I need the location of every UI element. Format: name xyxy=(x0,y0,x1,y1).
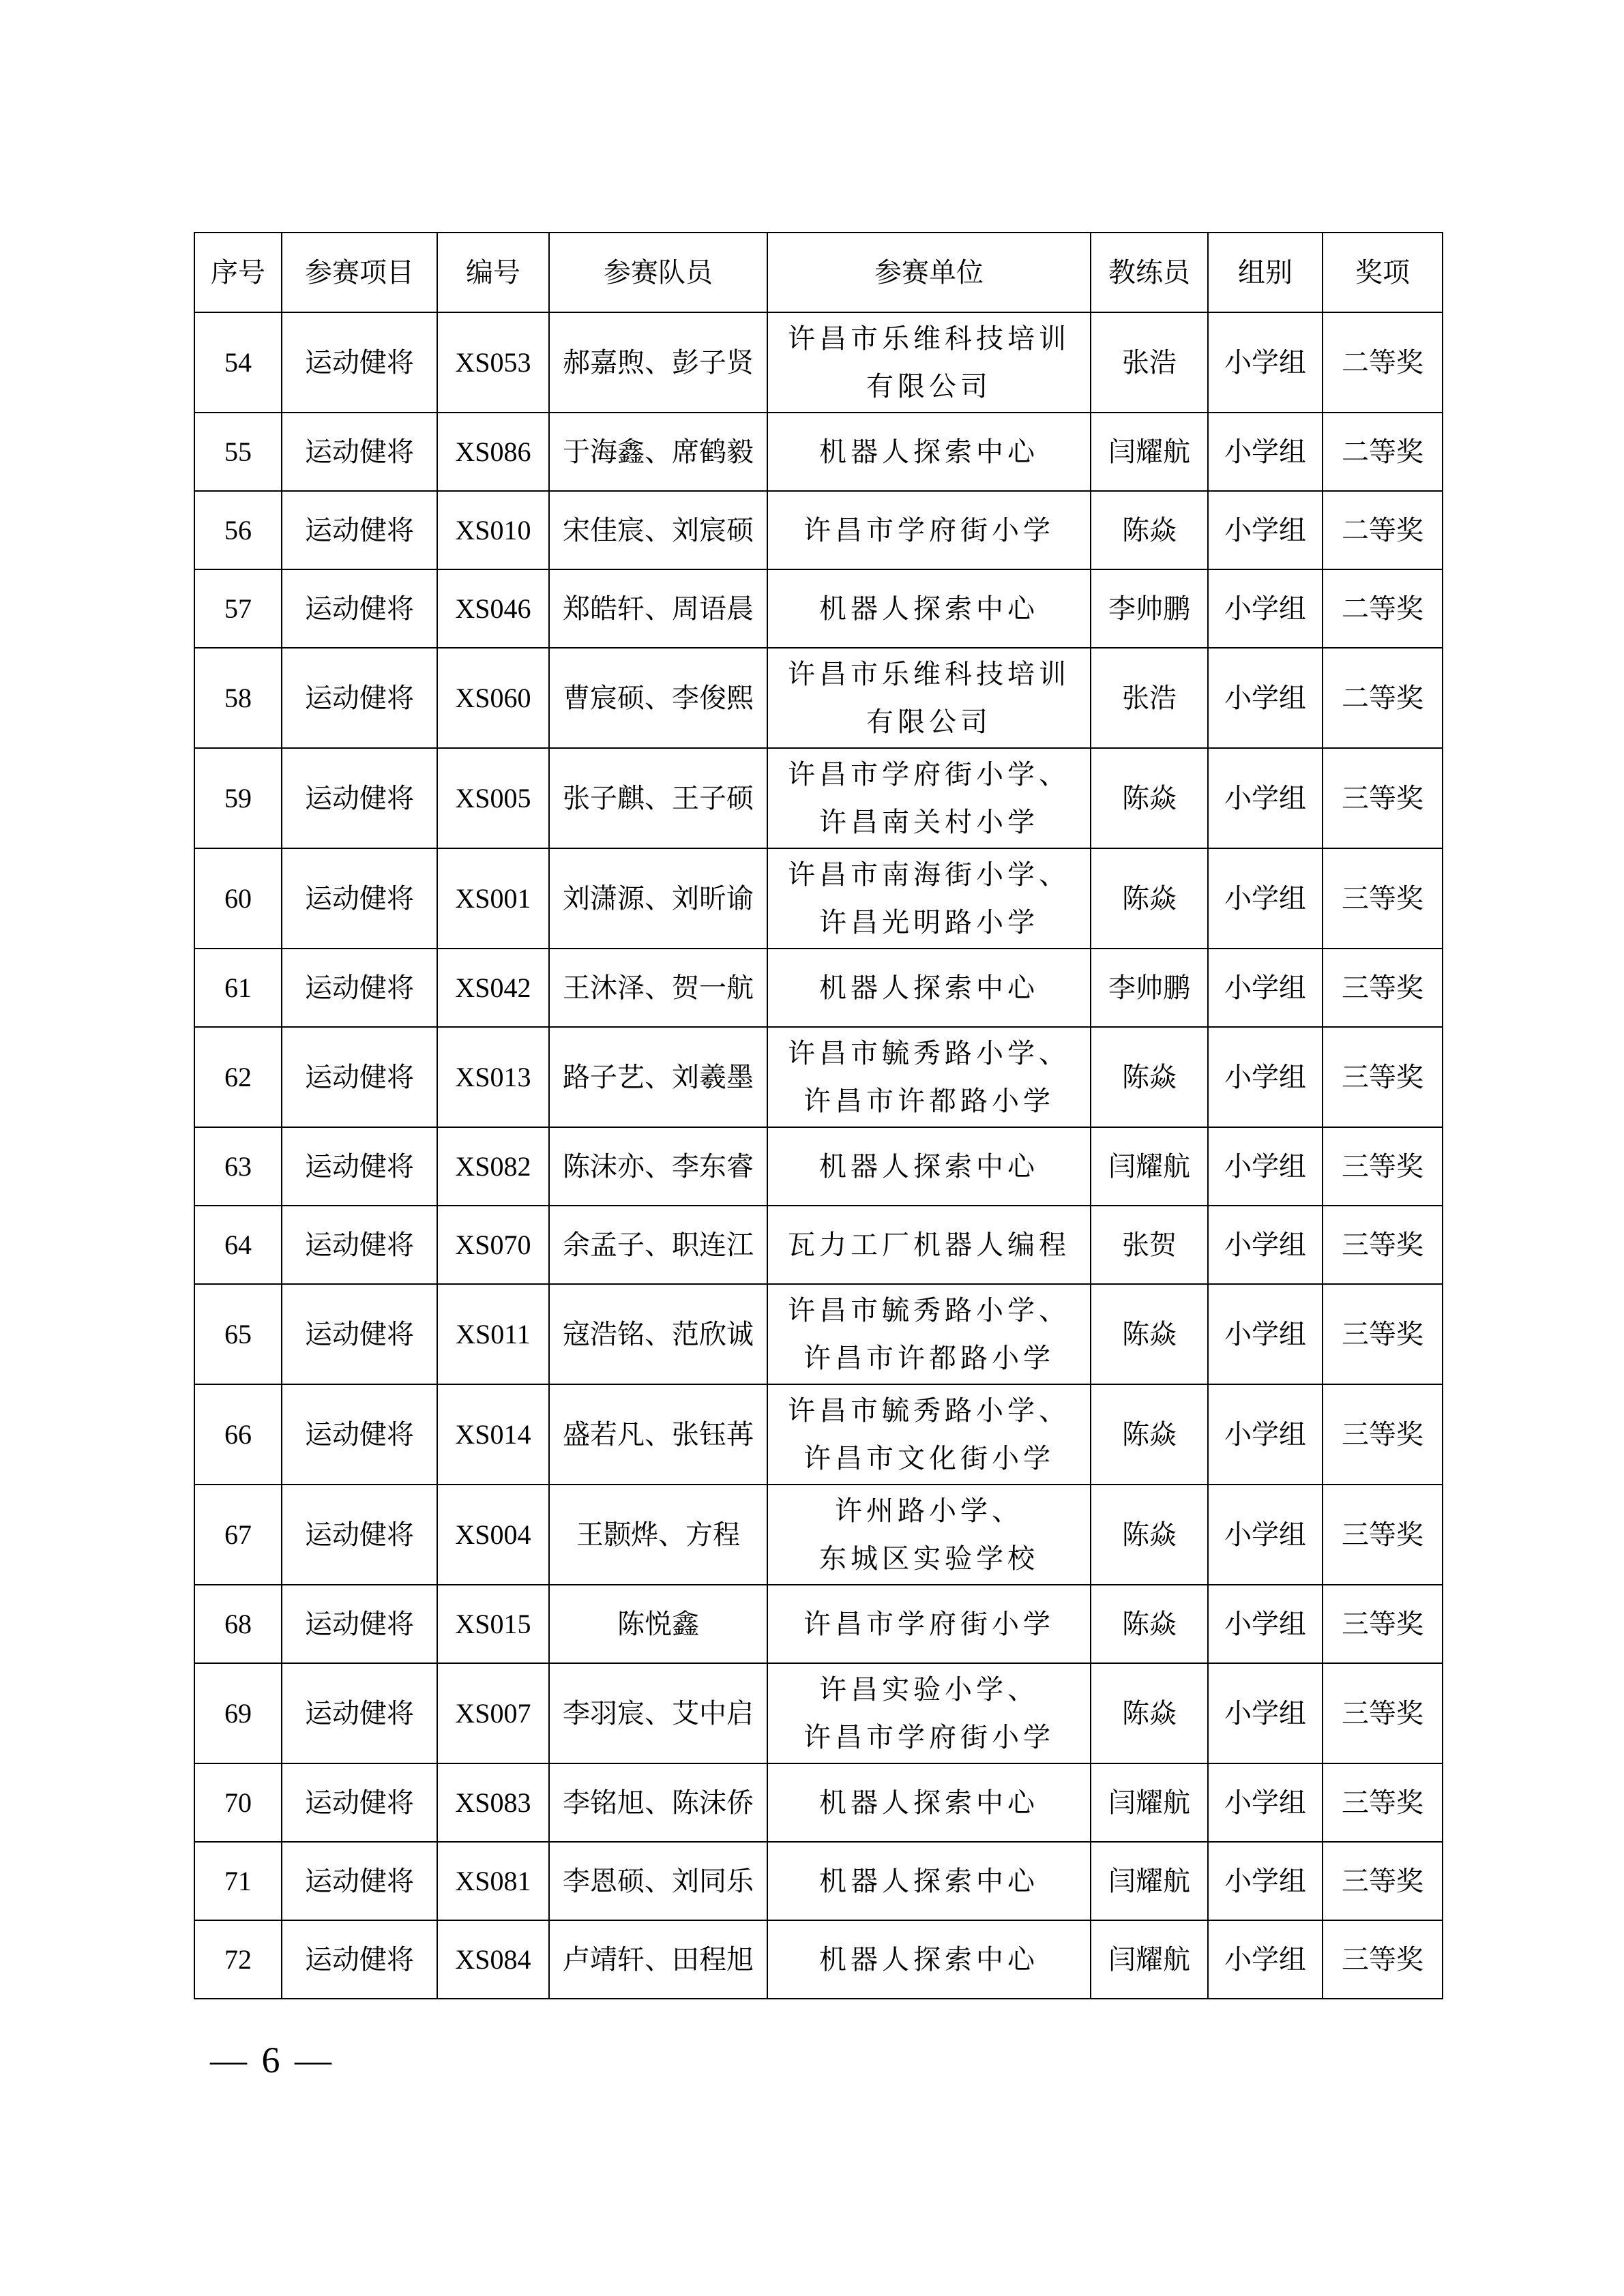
award-cell: 三等奖 xyxy=(1323,1585,1443,1663)
entry-code-cell: XS053 xyxy=(437,312,549,413)
group-cell: 小学组 xyxy=(1208,648,1323,748)
table-row xyxy=(194,312,1443,413)
members-cell: 王沐泽、贺一航 xyxy=(549,949,767,1027)
serial-number-cell: 56 xyxy=(194,491,282,569)
unit-cell xyxy=(767,312,1091,413)
entry-code-cell: XS014 xyxy=(437,1384,549,1485)
unit-cell xyxy=(767,1027,1091,1127)
entry-code-cell: XS060 xyxy=(437,648,549,748)
coach-cell: 闫耀航 xyxy=(1091,413,1208,491)
unit-line: 机器人探索中心 xyxy=(819,436,1039,468)
entry-code-cell: XS004 xyxy=(437,1485,549,1585)
unit-cell xyxy=(767,1842,1091,1920)
serial-number-cell: 60 xyxy=(194,848,282,949)
serial-number-cell: 64 xyxy=(194,1206,282,1284)
project-cell: 运动健将 xyxy=(282,1127,437,1206)
members-cell: 李铭旭、陈沫侨 xyxy=(549,1763,767,1842)
serial-number-cell: 69 xyxy=(194,1663,282,1763)
unit-line: 机器人探索中心 xyxy=(819,1787,1039,1819)
award-cell: 三等奖 xyxy=(1323,748,1443,848)
entry-code-cell: XS011 xyxy=(437,1284,549,1384)
entry-code-cell: XS001 xyxy=(437,848,549,949)
entry-code-cell: XS083 xyxy=(437,1763,549,1842)
entry-code-cell: XS005 xyxy=(437,748,549,848)
project-cell: 运动健将 xyxy=(282,1384,437,1485)
project-cell: 运动健将 xyxy=(282,848,437,949)
members-cell: 曹宸硕、李俊熙 xyxy=(549,648,767,748)
award-cell: 三等奖 xyxy=(1323,1284,1443,1384)
unit-cell xyxy=(767,1127,1091,1206)
header-cell: 参赛单位 xyxy=(767,233,1091,312)
project-cell: 运动健将 xyxy=(282,1027,437,1127)
entry-code-cell: XS046 xyxy=(437,569,549,648)
group-cell: 小学组 xyxy=(1208,413,1323,491)
project-cell: 运动健将 xyxy=(282,1920,437,1999)
entry-code-cell: XS086 xyxy=(437,413,549,491)
award-cell: 三等奖 xyxy=(1323,1127,1443,1206)
table-row xyxy=(194,1384,1443,1485)
award-cell: 三等奖 xyxy=(1323,1663,1443,1763)
group-cell: 小学组 xyxy=(1208,1027,1323,1127)
unit-line: 许昌市毓秀路小学、 xyxy=(788,1037,1070,1069)
table-body xyxy=(194,312,1443,1999)
award-cell: 二等奖 xyxy=(1323,312,1443,413)
award-cell: 三等奖 xyxy=(1323,949,1443,1027)
table-row xyxy=(194,1027,1443,1127)
table-row xyxy=(194,1485,1443,1585)
table-row xyxy=(194,413,1443,491)
members-cell: 张子麒、王子硕 xyxy=(549,748,767,848)
unit-line: 许昌实验小学、 xyxy=(819,1673,1039,1705)
members-cell: 寇浩铭、范欣诚 xyxy=(549,1284,767,1384)
table-row xyxy=(194,648,1443,748)
award-cell: 二等奖 xyxy=(1323,413,1443,491)
coach-cell: 张贺 xyxy=(1091,1206,1208,1284)
project-cell: 运动健将 xyxy=(282,569,437,648)
serial-number-cell: 59 xyxy=(194,748,282,848)
group-cell: 小学组 xyxy=(1208,312,1323,413)
serial-number-cell: 54 xyxy=(194,312,282,413)
serial-number-cell: 72 xyxy=(194,1920,282,1999)
project-cell: 运动健将 xyxy=(282,949,437,1027)
project-cell: 运动健将 xyxy=(282,1763,437,1842)
entry-code-cell: XS010 xyxy=(437,491,549,569)
header-cell: 编号 xyxy=(437,233,549,312)
group-cell: 小学组 xyxy=(1208,1842,1323,1920)
project-cell: 运动健将 xyxy=(282,1663,437,1763)
table-row xyxy=(194,569,1443,648)
entry-code-cell: XS013 xyxy=(437,1027,549,1127)
members-cell: 陈悦鑫 xyxy=(549,1585,767,1663)
unit-line: 许昌南关村小学 xyxy=(819,806,1039,838)
unit-line: 机器人探索中心 xyxy=(819,1943,1039,1976)
group-cell: 小学组 xyxy=(1208,748,1323,848)
unit-cell xyxy=(767,491,1091,569)
award-cell: 三等奖 xyxy=(1323,848,1443,949)
group-cell: 小学组 xyxy=(1208,1284,1323,1384)
table-row xyxy=(194,949,1443,1027)
serial-number-cell: 65 xyxy=(194,1284,282,1384)
members-cell: 于海鑫、席鹤毅 xyxy=(549,413,767,491)
members-cell: 李羽宸、艾中启 xyxy=(549,1663,767,1763)
group-cell: 小学组 xyxy=(1208,1920,1323,1999)
unit-cell xyxy=(767,569,1091,648)
table-row xyxy=(194,1763,1443,1842)
award-cell: 二等奖 xyxy=(1323,491,1443,569)
project-cell: 运动健将 xyxy=(282,1284,437,1384)
coach-cell: 陈焱 xyxy=(1091,1027,1208,1127)
coach-cell: 陈焱 xyxy=(1091,491,1208,569)
table-row xyxy=(194,1920,1443,1999)
serial-number-cell: 63 xyxy=(194,1127,282,1206)
table-row xyxy=(194,491,1443,569)
project-cell: 运动健将 xyxy=(282,1585,437,1663)
coach-cell: 闫耀航 xyxy=(1091,1920,1208,1999)
unit-cell xyxy=(767,1485,1091,1585)
unit-line: 许州路小学、 xyxy=(835,1495,1023,1527)
unit-line: 机器人探索中心 xyxy=(819,1150,1039,1182)
table-row xyxy=(194,1663,1443,1763)
unit-line: 许昌市文化街小学 xyxy=(803,1442,1054,1474)
entry-code-cell: XS082 xyxy=(437,1127,549,1206)
unit-line: 许昌市学府街小学、 xyxy=(788,758,1070,790)
group-cell: 小学组 xyxy=(1208,1384,1323,1485)
serial-number-cell: 58 xyxy=(194,648,282,748)
coach-cell: 陈焱 xyxy=(1091,848,1208,949)
group-cell: 小学组 xyxy=(1208,1206,1323,1284)
group-cell: 小学组 xyxy=(1208,1763,1323,1842)
unit-cell xyxy=(767,748,1091,848)
award-cell: 二等奖 xyxy=(1323,569,1443,648)
unit-cell xyxy=(767,1284,1091,1384)
group-cell: 小学组 xyxy=(1208,949,1323,1027)
serial-number-cell: 70 xyxy=(194,1763,282,1842)
header-cell: 教练员 xyxy=(1091,233,1208,312)
project-cell: 运动健将 xyxy=(282,1842,437,1920)
coach-cell: 陈焱 xyxy=(1091,1384,1208,1485)
entry-code-cell: XS081 xyxy=(437,1842,549,1920)
unit-cell xyxy=(767,648,1091,748)
unit-line: 东城区实验学校 xyxy=(819,1542,1039,1575)
members-cell: 路子艺、刘羲墨 xyxy=(549,1027,767,1127)
project-cell: 运动健将 xyxy=(282,1485,437,1585)
unit-line: 机器人探索中心 xyxy=(819,972,1039,1004)
serial-number-cell: 67 xyxy=(194,1485,282,1585)
members-cell: 刘潇源、刘昕谕 xyxy=(549,848,767,949)
group-cell: 小学组 xyxy=(1208,1585,1323,1663)
unit-line: 许昌市毓秀路小学、 xyxy=(788,1395,1070,1427)
header-cell: 序号 xyxy=(194,233,282,312)
unit-line: 许昌市南海街小学、 xyxy=(788,859,1070,891)
group-cell: 小学组 xyxy=(1208,848,1323,949)
entry-code-cell: XS015 xyxy=(437,1585,549,1663)
table-row xyxy=(194,1127,1443,1206)
unit-cell xyxy=(767,1585,1091,1663)
unit-line: 机器人探索中心 xyxy=(819,1865,1039,1897)
unit-line: 有限公司 xyxy=(866,370,992,402)
coach-cell: 陈焱 xyxy=(1091,1284,1208,1384)
award-cell: 二等奖 xyxy=(1323,648,1443,748)
awards-table xyxy=(194,232,1443,1999)
table-row xyxy=(194,1284,1443,1384)
unit-line: 许昌市学府街小学 xyxy=(803,514,1054,546)
coach-cell: 陈焱 xyxy=(1091,748,1208,848)
unit-cell xyxy=(767,1206,1091,1284)
serial-number-cell: 68 xyxy=(194,1585,282,1663)
members-cell: 宋佳宸、刘宸硕 xyxy=(549,491,767,569)
header-cell: 奖项 xyxy=(1323,233,1443,312)
unit-line: 许昌市学府街小学 xyxy=(803,1721,1054,1753)
unit-line: 许昌光明路小学 xyxy=(819,906,1039,938)
project-cell: 运动健将 xyxy=(282,413,437,491)
members-cell: 郝嘉煦、彭子贤 xyxy=(549,312,767,413)
group-cell: 小学组 xyxy=(1208,491,1323,569)
coach-cell: 张浩 xyxy=(1091,648,1208,748)
coach-cell: 李帅鹏 xyxy=(1091,569,1208,648)
table-row xyxy=(194,848,1443,949)
entry-code-cell: XS042 xyxy=(437,949,549,1027)
unit-line: 许昌市许都路小学 xyxy=(803,1342,1054,1374)
table-row xyxy=(194,1842,1443,1920)
unit-cell xyxy=(767,949,1091,1027)
award-cell: 三等奖 xyxy=(1323,1485,1443,1585)
members-cell: 郑皓轩、周语晨 xyxy=(549,569,767,648)
table-row xyxy=(194,1206,1443,1284)
project-cell: 运动健将 xyxy=(282,312,437,413)
serial-number-cell: 61 xyxy=(194,949,282,1027)
award-cell: 三等奖 xyxy=(1323,1920,1443,1999)
coach-cell: 陈焱 xyxy=(1091,1485,1208,1585)
header-cell: 参赛项目 xyxy=(282,233,437,312)
coach-cell: 张浩 xyxy=(1091,312,1208,413)
coach-cell: 陈焱 xyxy=(1091,1585,1208,1663)
unit-line: 机器人探索中心 xyxy=(819,593,1039,625)
group-cell: 小学组 xyxy=(1208,1127,1323,1206)
entry-code-cell: XS084 xyxy=(437,1920,549,1999)
entry-code-cell: XS007 xyxy=(437,1663,549,1763)
unit-line: 有限公司 xyxy=(866,706,992,738)
unit-cell xyxy=(767,1384,1091,1485)
award-cell: 三等奖 xyxy=(1323,1842,1443,1920)
unit-line: 许昌市乐维科技培训 xyxy=(788,323,1070,355)
serial-number-cell: 55 xyxy=(194,413,282,491)
group-cell: 小学组 xyxy=(1208,1485,1323,1585)
serial-number-cell: 57 xyxy=(194,569,282,648)
unit-cell xyxy=(767,1763,1091,1842)
members-cell: 余孟子、职连江 xyxy=(549,1206,767,1284)
coach-cell: 闫耀航 xyxy=(1091,1127,1208,1206)
table-row xyxy=(194,748,1443,848)
table-header-row xyxy=(194,233,1443,312)
award-cell: 三等奖 xyxy=(1323,1384,1443,1485)
coach-cell: 陈焱 xyxy=(1091,1663,1208,1763)
unit-cell xyxy=(767,1663,1091,1763)
members-cell: 李恩硕、刘同乐 xyxy=(549,1842,767,1920)
page-number: — 6 — xyxy=(210,2040,334,2081)
members-cell: 盛若凡、张钰苒 xyxy=(549,1384,767,1485)
award-cell: 三等奖 xyxy=(1323,1027,1443,1127)
award-cell: 三等奖 xyxy=(1323,1206,1443,1284)
unit-line: 许昌市学府街小学 xyxy=(803,1608,1054,1640)
members-cell: 陈沫亦、李东睿 xyxy=(549,1127,767,1206)
serial-number-cell: 66 xyxy=(194,1384,282,1485)
unit-cell xyxy=(767,1920,1091,1999)
serial-number-cell: 71 xyxy=(194,1842,282,1920)
project-cell: 运动健将 xyxy=(282,748,437,848)
members-cell: 王颢烨、方程 xyxy=(549,1485,767,1585)
award-cell: 三等奖 xyxy=(1323,1763,1443,1842)
serial-number-cell: 62 xyxy=(194,1027,282,1127)
unit-line: 许昌市乐维科技培训 xyxy=(788,658,1070,690)
members-cell: 卢靖轩、田程旭 xyxy=(549,1920,767,1999)
entry-code-cell: XS070 xyxy=(437,1206,549,1284)
table-row xyxy=(194,1585,1443,1663)
unit-line: 许昌市毓秀路小学、 xyxy=(788,1294,1070,1326)
coach-cell: 闫耀航 xyxy=(1091,1763,1208,1842)
group-cell: 小学组 xyxy=(1208,569,1323,648)
header-cell: 参赛队员 xyxy=(549,233,767,312)
header-cell: 组别 xyxy=(1208,233,1323,312)
project-cell: 运动健将 xyxy=(282,1206,437,1284)
unit-line: 瓦力工厂机器人编程 xyxy=(788,1229,1070,1261)
group-cell: 小学组 xyxy=(1208,1663,1323,1763)
coach-cell: 李帅鹏 xyxy=(1091,949,1208,1027)
unit-cell xyxy=(767,848,1091,949)
project-cell: 运动健将 xyxy=(282,648,437,748)
unit-cell xyxy=(767,413,1091,491)
unit-line: 许昌市许都路小学 xyxy=(803,1085,1054,1117)
project-cell: 运动健将 xyxy=(282,491,437,569)
coach-cell: 闫耀航 xyxy=(1091,1842,1208,1920)
